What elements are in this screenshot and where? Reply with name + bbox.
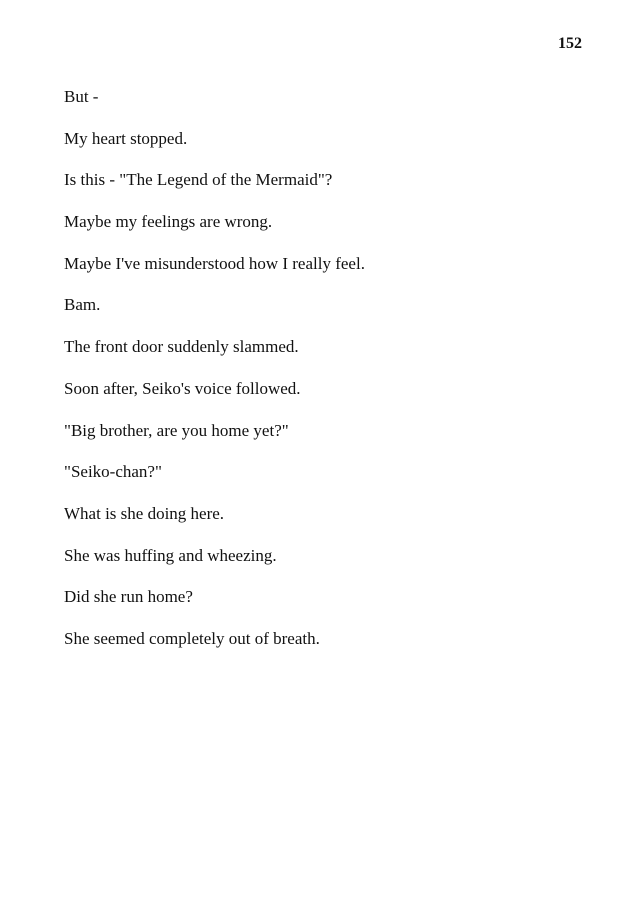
paragraph: "Big brother, are you home yet?" (64, 420, 289, 440)
paragraph: My heart stopped. (64, 128, 188, 148)
paragraph: Soon after, Seiko's voice followed. (64, 378, 301, 398)
paragraph: But - (64, 87, 99, 106)
paragraph: Is this - "The Legend of the Mermaid"? (64, 170, 333, 190)
paragraph: "Seiko-chan?" (64, 462, 162, 482)
paragraph: Maybe my feelings are wrong. (64, 212, 273, 232)
paragraph: What is she doing here. (64, 503, 225, 523)
paragraph: The front door suddenly slammed. (64, 337, 299, 357)
paragraph: Did she run home? (64, 587, 193, 607)
body-text (64, 86, 584, 670)
paragraph: Bam. (64, 295, 101, 315)
paragraph: Maybe I've misunderstood how I really feel. (64, 253, 365, 273)
paragraph: She seemed completely out of breath. (64, 628, 320, 648)
page-number: 152 (558, 35, 582, 52)
paragraph: She was huffing and wheezing. (64, 545, 277, 565)
